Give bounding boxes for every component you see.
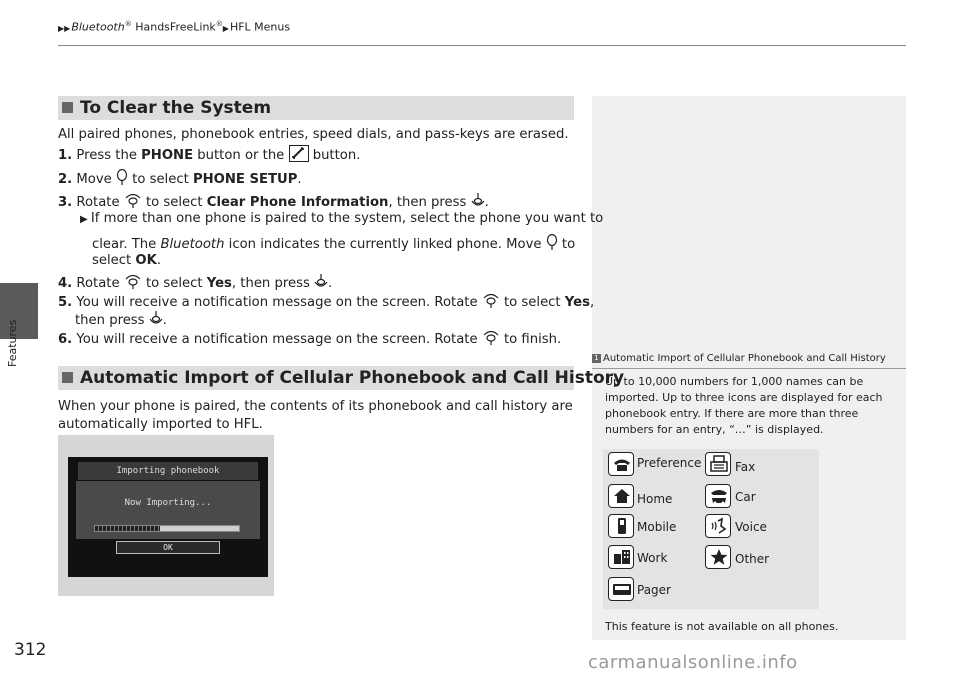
section-heading-import: Automatic Import of Cellular Phonebook and Call History [58, 366, 574, 390]
page-number: 312 [14, 640, 47, 660]
move-selector-icon [546, 234, 558, 257]
note-body: Up to 10,000 numbers for 1,000 names can be imported. Up to three icons are displayed for each phonebook entry. If there are more than three numbers for an entry, “…” is displayed. [605, 375, 883, 436]
step-4: 4. Rotate to select Yes, then press . [58, 273, 332, 296]
section-heading-clear: To Clear the System [58, 96, 574, 120]
label-other: Other [735, 552, 770, 566]
rotate-selector-icon [482, 329, 500, 352]
label-fax: Fax [735, 460, 756, 474]
move-selector-icon [116, 169, 128, 192]
label-car: Car [735, 490, 756, 504]
work-icon [608, 545, 634, 569]
label-home: Home [637, 492, 673, 506]
preference-icon [608, 452, 634, 476]
step-1: 1. Press the PHONE button or the button. [58, 145, 360, 168]
mobile-icon [608, 514, 634, 538]
phone-button-icon [289, 145, 309, 168]
step-2: 2. Move to select PHONE SETUP. [58, 169, 302, 192]
heading-square-icon [62, 102, 73, 113]
breadcrumb-arrow-icon: ▶▶ [58, 23, 71, 33]
progress-fill [95, 526, 160, 531]
car-icon [705, 484, 731, 508]
label-mobile: Mobile [637, 520, 677, 534]
voice-icon [705, 514, 731, 538]
fax-icon [705, 452, 731, 476]
pager-icon [608, 577, 634, 601]
screen-progress-bar [94, 525, 240, 532]
breadcrumb-hfl: HandsFreeLink [135, 20, 216, 34]
label-pager: Pager [637, 583, 671, 597]
chapter-label: Features [6, 319, 19, 367]
heading-square-icon [62, 372, 73, 383]
rotate-selector-icon [482, 292, 500, 315]
step-5-cont: then press . [75, 310, 167, 333]
sub-step-line-2: clear. The Bluetooth icon indicates the currently linked phone. Move to [92, 234, 575, 257]
sub-step-line-3: select OK. [92, 253, 162, 268]
home-icon [608, 484, 634, 508]
note-rule [592, 368, 906, 369]
label-preference: Preference [637, 456, 702, 470]
import-text-1: When your phone is paired, the contents of its phonebook and call history are [58, 399, 573, 414]
header-rule [58, 45, 906, 46]
sub-step-line-1: ▶ If more than one phone is paired to the system, select the phone you want to [80, 211, 604, 226]
import-text-2: automatically imported to HFL. [58, 417, 263, 432]
step-6: 6. You will receive a notification message on the screen. Rotate to finish. [58, 329, 561, 352]
label-work: Work [637, 551, 668, 565]
other-icon [705, 545, 731, 569]
step-5: 5. You will receive a notification message on the screen. Rotate to select Yes, [58, 292, 594, 315]
step-3: 3. Rotate to select Clear Phone Information, then press . [58, 192, 489, 215]
section-intro: All paired phones, phonebook entries, speed dials, and pass-keys are erased. [58, 127, 569, 142]
screen-title: Importing phonebook [78, 462, 258, 480]
note-title: 1 Automatic Import of Cellular Phonebook and Call History [592, 353, 886, 364]
sub-arrow-icon: ▶ [80, 214, 91, 225]
breadcrumb-menus: HFL Menus [229, 20, 291, 34]
breadcrumb-bluetooth: Bluetooth [71, 20, 125, 34]
screen-ok-button[interactable]: OK [116, 541, 220, 554]
note-marker-icon: 1 [592, 354, 601, 363]
screen-message: Now Importing... [76, 481, 260, 539]
breadcrumb: ▶▶Bluetooth® HandsFreeLink®▶HFL Menus [58, 20, 291, 34]
breadcrumb-arrow-icon: ▶ [222, 23, 229, 33]
label-voice: Voice [735, 520, 767, 534]
watermark: carmanualsonline.info [588, 652, 798, 673]
note-footer: This feature is not available on all phones. [605, 620, 839, 633]
